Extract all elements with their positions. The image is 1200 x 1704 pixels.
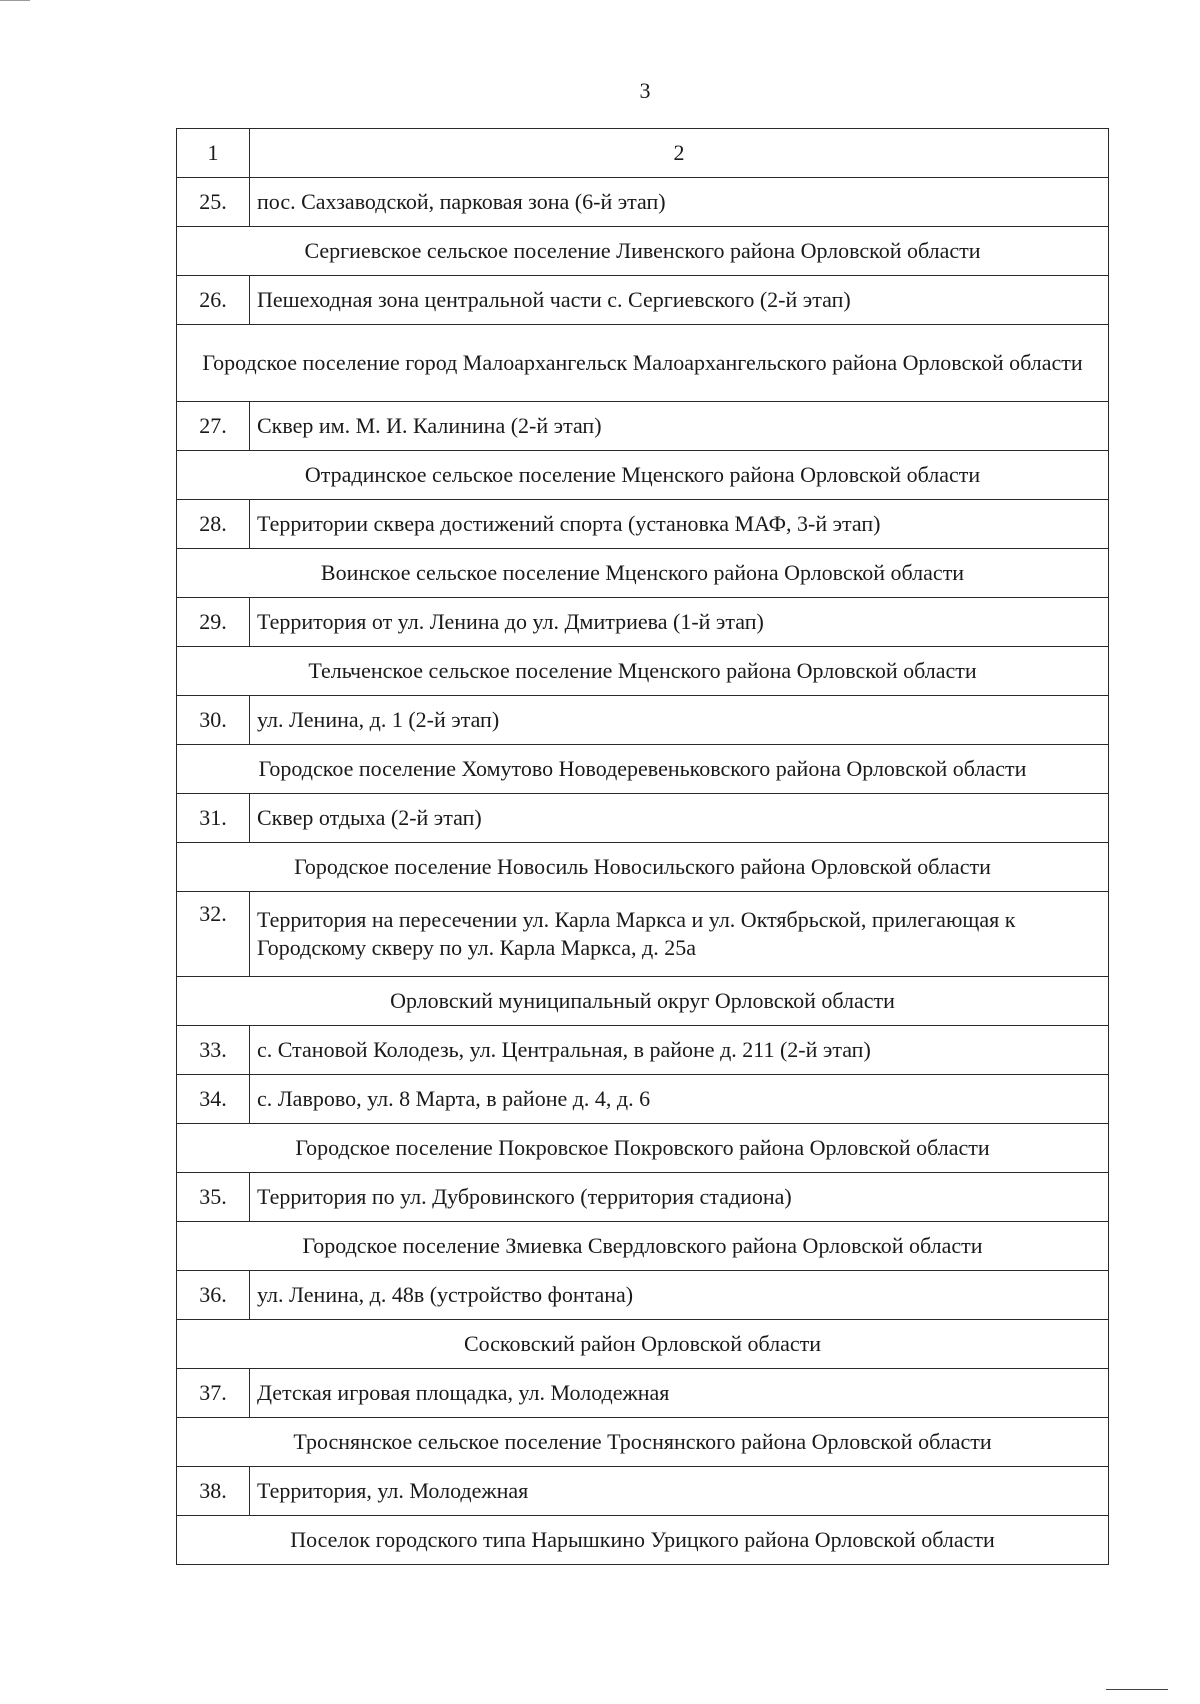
- header-col-number: 1: [177, 129, 250, 178]
- group-heading: Тельченское сельское поселение Мценского района Орловской области: [177, 647, 1109, 696]
- row-number: 25.: [177, 178, 250, 227]
- row-number: 28.: [177, 500, 250, 549]
- row-description: Территория по ул. Дубровинского (территория стадиона): [250, 1173, 1109, 1222]
- group-heading: Городское поселение Покровское Покровского района Орловской области: [177, 1124, 1109, 1173]
- row-number: 34.: [177, 1075, 250, 1124]
- row-number: 31.: [177, 794, 250, 843]
- table-row: [177, 178, 1109, 227]
- group-heading: Сергиевское сельское поселение Ливенского района Орловской области: [177, 227, 1109, 276]
- row-description: ул. Ленина, д. 48в (устройство фонтана): [250, 1271, 1109, 1320]
- table-row: [177, 598, 1109, 647]
- group-heading: Троснянское сельское поселение Троснянского района Орловской области: [177, 1418, 1109, 1467]
- group-heading: Орловский муниципальный округ Орловской области: [177, 977, 1109, 1026]
- table-row: [177, 696, 1109, 745]
- row-number: 26.: [177, 276, 250, 325]
- group-heading: Сосковский район Орловской области: [177, 1320, 1109, 1369]
- row-number: 27.: [177, 402, 250, 451]
- document-table: [176, 128, 1109, 1565]
- table-row: [177, 1173, 1109, 1222]
- row-number: 36.: [177, 1271, 250, 1320]
- table-row: [177, 1271, 1109, 1320]
- page-number: 3: [639, 78, 651, 103]
- row-description: Территория, ул. Молодежная: [250, 1467, 1109, 1516]
- group-heading-row: [177, 977, 1109, 1026]
- group-heading: Поселок городского типа Нарышкино Урицкого района Орловской области: [177, 1516, 1109, 1565]
- table-row: [177, 402, 1109, 451]
- group-heading-row: [177, 451, 1109, 500]
- group-heading: Воинское сельское поселение Мценского района Орловской области: [177, 549, 1109, 598]
- group-heading-row: [177, 745, 1109, 794]
- row-description: Территория на пересечении ул. Карла Маркса и ул. Октябрьской, прилегающая к Городскому скверу по ул. Карла Маркса, д. 25а: [250, 892, 1109, 977]
- footer-line: [1106, 1689, 1168, 1690]
- row-description: Территории сквера достижений спорта (установка МАФ, 3-й этап): [250, 500, 1109, 549]
- group-heading-row: [177, 1222, 1109, 1271]
- row-number: 33.: [177, 1026, 250, 1075]
- row-number: 29.: [177, 598, 250, 647]
- table-row: [177, 1467, 1109, 1516]
- group-heading: Отрадинское сельское поселение Мценского района Орловской области: [177, 451, 1109, 500]
- row-number: 30.: [177, 696, 250, 745]
- header-col-name: 2: [250, 129, 1109, 178]
- table-row: [177, 276, 1109, 325]
- row-description: Сквер отдыха (2-й этап): [250, 794, 1109, 843]
- group-heading-row: [177, 549, 1109, 598]
- group-heading: Городское поселение город Малоархангельск Малоархангельского района Орловской области: [177, 325, 1109, 402]
- row-number: 37.: [177, 1369, 250, 1418]
- row-description: с. Лаврово, ул. 8 Марта, в районе д. 4, д. 6: [250, 1075, 1109, 1124]
- table-row: [177, 1026, 1109, 1075]
- row-description: Территория от ул. Ленина до ул. Дмитриева (1-й этап): [250, 598, 1109, 647]
- group-heading-row: [177, 1516, 1109, 1565]
- group-heading: Городское поселение Змиевка Свердловского района Орловской области: [177, 1222, 1109, 1271]
- group-heading-row: [177, 325, 1109, 402]
- row-number: 35.: [177, 1173, 250, 1222]
- table-row: [177, 794, 1109, 843]
- table-header-row: [177, 129, 1109, 178]
- group-heading-row: [177, 843, 1109, 892]
- row-description: с. Становой Колодезь, ул. Центральная, в районе д. 211 (2-й этап): [250, 1026, 1109, 1075]
- group-heading: Городское поселение Хомутово Новодеревеньковского района Орловской области: [177, 745, 1109, 794]
- group-heading-row: [177, 1320, 1109, 1369]
- row-description: Пешеходная зона центральной части с. Сергиевского (2-й этап): [250, 276, 1109, 325]
- group-heading-row: [177, 227, 1109, 276]
- row-number: 38.: [177, 1467, 250, 1516]
- row-description: ул. Ленина, д. 1 (2-й этап): [250, 696, 1109, 745]
- group-heading-row: [177, 1124, 1109, 1173]
- row-description: Сквер им. М. И. Калинина (2-й этап): [250, 402, 1109, 451]
- table-row: [177, 500, 1109, 549]
- row-number: 32.: [177, 892, 250, 977]
- group-heading: Городское поселение Новосиль Новосильского района Орловской области: [177, 843, 1109, 892]
- table-row: [177, 892, 1109, 977]
- row-description: пос. Сахзаводской, парковая зона (6-й этап): [250, 178, 1109, 227]
- group-heading-row: [177, 1418, 1109, 1467]
- row-description: Детская игровая площадка, ул. Молодежная: [250, 1369, 1109, 1418]
- table-row: [177, 1075, 1109, 1124]
- group-heading-row: [177, 647, 1109, 696]
- table-row: [177, 1369, 1109, 1418]
- scan-edge-mark: [0, 0, 30, 1]
